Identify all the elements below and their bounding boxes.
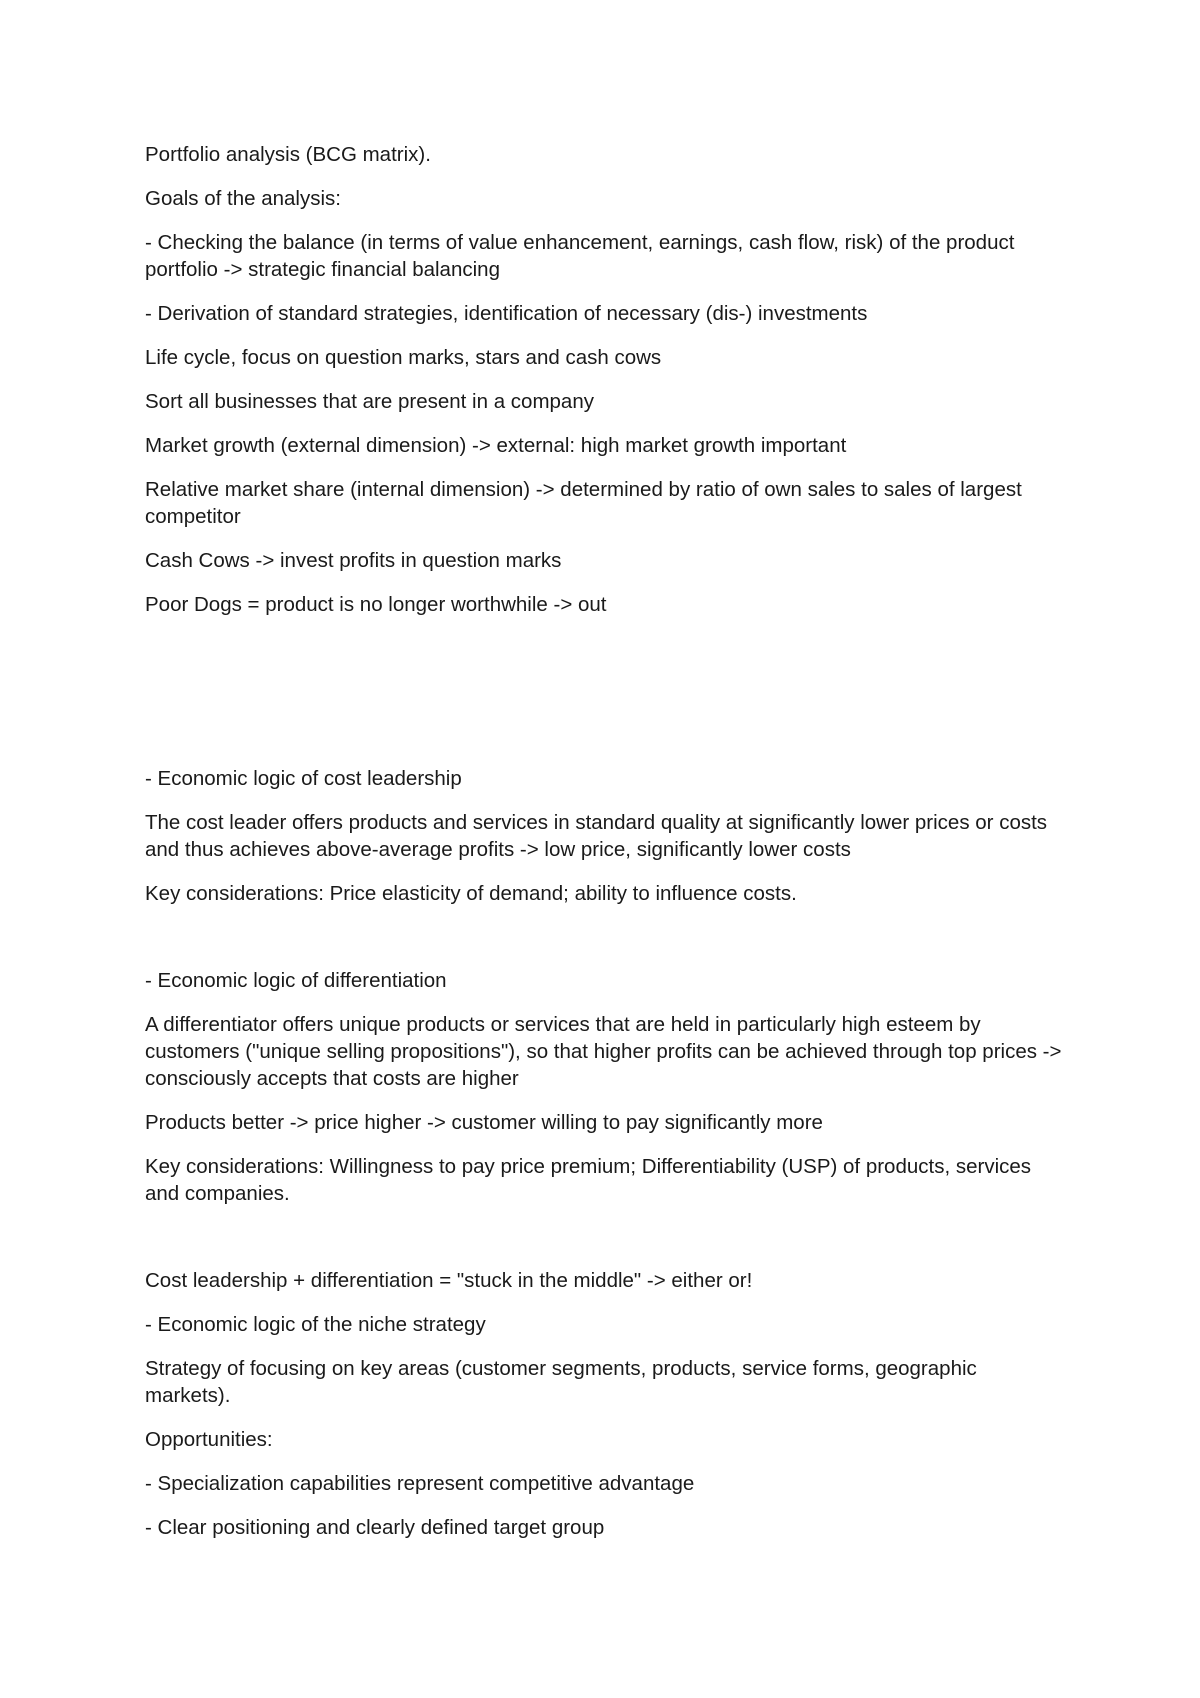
paragraph-heading: - Economic logic of differentiation [145, 969, 447, 992]
paragraph: - Specialization capabilities represent competitive advantage [145, 1472, 695, 1495]
spacer [145, 635, 1065, 765]
paragraph: A differentiator offers unique products or services that are held in particularly high esteem by customers ("unique selling propositions"), so that higher profits can be achieved through top prices -> consciously accepts that costs are higher [145, 1013, 1062, 1090]
paragraph: - Derivation of standard strategies, identification of necessary (dis-) investments [145, 302, 868, 325]
paragraph: Key considerations: Willingness to pay price premium; Differentiability (USP) of products, services and companies. [145, 1155, 1032, 1205]
document-body [145, 141, 1065, 1558]
paragraph-heading: - Economic logic of cost leadership [145, 767, 462, 790]
section-bcg-matrix [145, 141, 1065, 618]
paragraph: Key considerations: Price elasticity of demand; ability to influence costs. [145, 882, 797, 905]
paragraph: - Clear positioning and clearly defined target group [145, 1516, 605, 1539]
spacer [145, 924, 1065, 967]
section-differentiation [145, 967, 1065, 1207]
paragraph: Products better -> price higher -> customer willing to pay significantly more [145, 1111, 823, 1134]
paragraph: Opportunities: [145, 1428, 273, 1451]
paragraph: Sort all businesses that are present in a company [145, 390, 594, 413]
paragraph: Life cycle, focus on question marks, stars and cash cows [145, 346, 662, 369]
paragraph: - Checking the balance (in terms of value enhancement, earnings, cash flow, risk) of the product portfolio -> strategic financial balancing [145, 231, 1015, 281]
paragraph: Strategy of focusing on key areas (customer segments, products, service forms, geographic markets). [145, 1357, 977, 1407]
section-niche-strategy [145, 1267, 1065, 1541]
paragraph: Market growth (external dimension) -> external: high market growth important [145, 434, 847, 457]
paragraph: Cash Cows -> invest profits in question marks [145, 549, 562, 572]
section-cost-leadership [145, 765, 1065, 907]
paragraph-title: Portfolio analysis (BCG matrix). [145, 143, 431, 166]
paragraph: Cost leadership + differentiation = "stuck in the middle" -> either or! [145, 1269, 753, 1292]
spacer [145, 1224, 1065, 1267]
paragraph: Goals of the analysis: [145, 187, 341, 210]
paragraph: Poor Dogs = product is no longer worthwhile -> out [145, 593, 607, 616]
paragraph-heading: - Economic logic of the niche strategy [145, 1313, 486, 1336]
paragraph: Relative market share (internal dimension) -> determined by ratio of own sales to sales of largest competitor [145, 478, 1022, 528]
paragraph: The cost leader offers products and services in standard quality at significantly lower prices or costs and thus achieves above-average profits -> low price, significantly lower costs [145, 811, 1048, 861]
